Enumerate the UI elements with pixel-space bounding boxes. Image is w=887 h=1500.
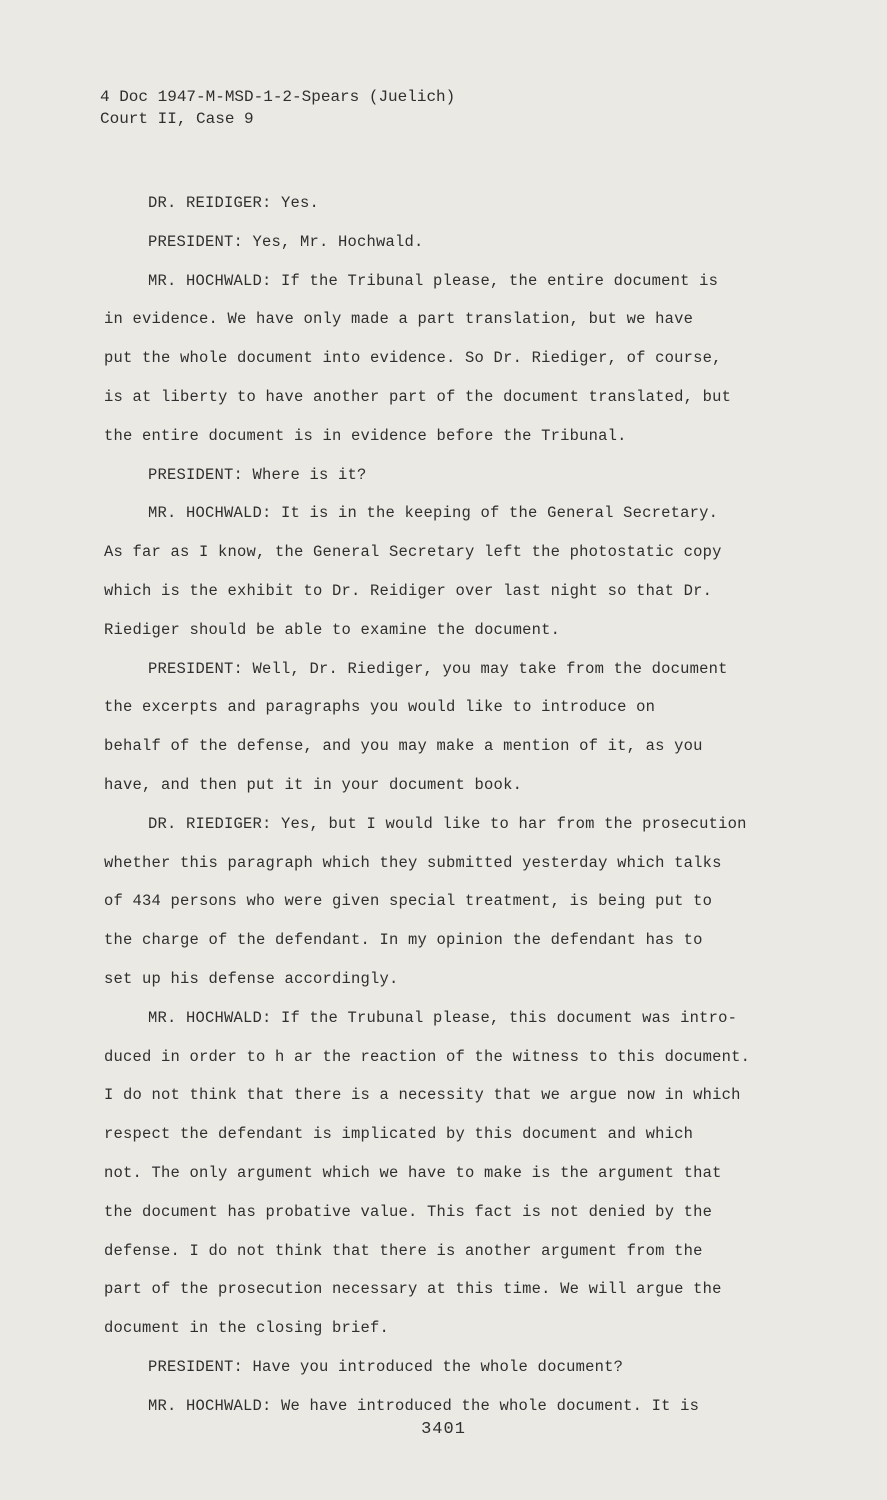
transcript-line: MR. HOCHWALD: It is in the keeping of the General Secretary. bbox=[148, 504, 719, 523]
transcript-line: PRESIDENT: Well, Dr. Riediger, you may take from the document bbox=[148, 659, 728, 678]
transcript-line: PRESIDENT: Yes, Mr. Hochwald. bbox=[148, 232, 424, 251]
transcript-line: behalf of the defense, and you may make a mention of it, as you bbox=[104, 737, 703, 756]
header-line-1: 4 Doc 1947-M-MSD-1-2-Spears (Juelich) bbox=[100, 88, 456, 106]
transcript-line: the excerpts and paragraphs you would like to introduce on bbox=[104, 698, 656, 717]
transcript-line: not. The only argument which we have to make is the argument that bbox=[104, 1163, 722, 1182]
transcript-line: duced in order to h ar the reaction of the witness to this document. bbox=[104, 1047, 751, 1066]
transcript-line: the charge of the defendant. In my opinion the defendant has to bbox=[104, 931, 703, 950]
transcript-line: MR. HOCHWALD: We have introduced the whole document. It is bbox=[148, 1396, 700, 1415]
transcript-body bbox=[104, 184, 794, 1426]
page-number: 3401 bbox=[421, 1420, 466, 1439]
transcript-line: DR. REIDIGER: Yes. bbox=[148, 194, 320, 212]
transcript-line: document in the closing brief. bbox=[104, 1319, 390, 1338]
transcript-line: which is the exhibit to Dr. Reidiger over last night so that Dr. bbox=[104, 581, 713, 600]
transcript-line: MR. HOCHWALD: If the Tribunal please, the entire document is bbox=[148, 271, 719, 290]
transcript-line: set up his defense accordingly. bbox=[104, 969, 399, 988]
transcript-line: PRESIDENT: Where is it? bbox=[148, 465, 367, 484]
transcript-line: in evidence. We have only made a part translation, but we have bbox=[104, 310, 694, 329]
transcript-line: As far as I know, the General Secretary left the photostatic copy bbox=[104, 543, 722, 562]
transcript-line: part of the prosecution necessary at this time. We will argue the bbox=[104, 1280, 722, 1299]
transcript-line: Riediger should be able to examine the document. bbox=[104, 620, 561, 639]
header-line-2: Court II, Case 9 bbox=[100, 110, 254, 128]
transcript-line: the entire document is in evidence before the Tribunal. bbox=[104, 426, 627, 445]
transcript-line: defense. I do not think that there is another argument from the bbox=[104, 1241, 703, 1260]
transcript-line: I do not think that there is a necessity that we argue now in which bbox=[104, 1086, 741, 1105]
transcript-line: PRESIDENT: Have you introduced the whole document? bbox=[148, 1357, 624, 1376]
transcript-line: the document has probative value. This fact is not denied by the bbox=[104, 1202, 713, 1221]
transcript-line: MR. HOCHWALD: If the Trubunal please, this document was intro- bbox=[148, 1008, 738, 1027]
transcript-line: whether this paragraph which they submitted yesterday which talks bbox=[104, 853, 722, 872]
transcript-line: of 434 persons who were given special treatment, is being put to bbox=[104, 892, 713, 911]
transcript-line: is at liberty to have another part of the document translated, but bbox=[104, 387, 732, 406]
transcript-line: put the whole document into evidence. So Dr. Riediger, of course, bbox=[104, 349, 722, 368]
transcript-line: DR. RIEDIGER: Yes, but I would like to har from the prosecution bbox=[148, 814, 747, 833]
document-header bbox=[100, 86, 455, 130]
transcript-line: have, and then put it in your document book. bbox=[104, 775, 523, 794]
transcript-line: respect the defendant is implicated by this document and which bbox=[104, 1125, 694, 1144]
